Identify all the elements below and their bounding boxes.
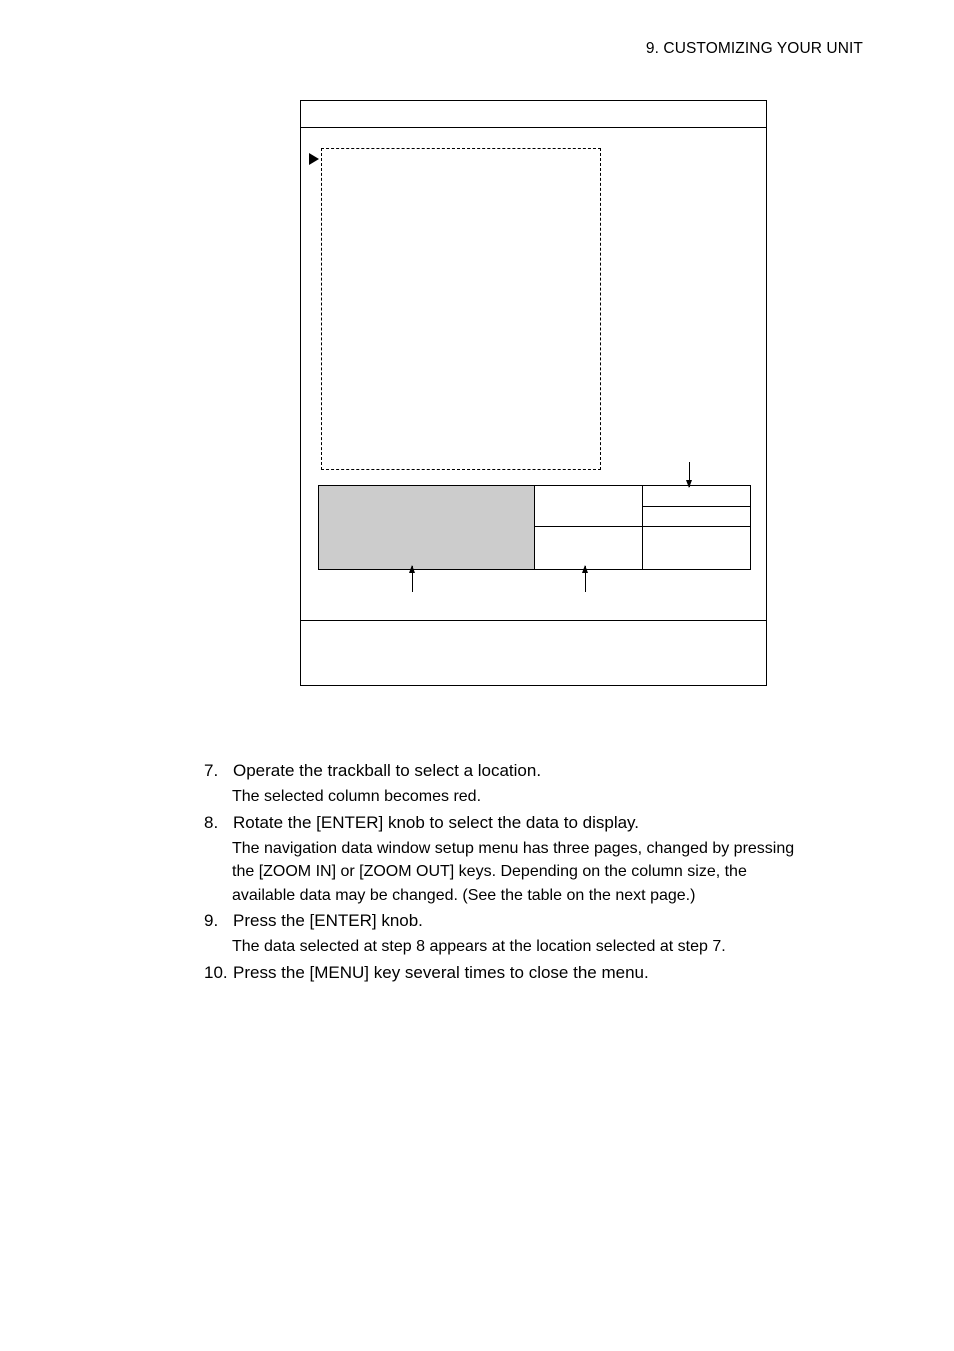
step-text: Operate the trackball to select a location. [233,761,542,780]
data-column-right-row-1[interactable] [643,486,750,507]
step-10 [204,962,864,984]
step-number: 9. [204,911,219,930]
step-number: 7. [204,761,219,780]
data-column-selected[interactable] [319,486,535,569]
step-8-note-line: the [ZOOM IN] or [ZOOM OUT] keys. Depending on the column size, the [232,863,747,880]
callout-arrow-middle-column [585,566,586,592]
cursor-triangle-icon [309,153,319,165]
step-text: Rotate the [ENTER] knob to select the data to display. [233,812,640,832]
data-column-right-row-3[interactable] [643,527,750,569]
step-7-note: The selected column becomes red. [232,788,482,805]
procedure-steps [204,760,864,984]
running-header: 9. CUSTOMIZING YOUR UNIT [645,40,863,57]
callout-arrow-left-column [412,566,413,592]
step-8 [204,812,864,834]
step-8-note-line: available data may be changed. (See the table on the next page.) [232,886,696,904]
step-text: Press the [ENTER] knob. [233,911,423,930]
step-9 [204,910,864,932]
step-8-note [204,837,864,908]
step-9-note: The data selected at step 8 appears at the location selected at step 7. [232,938,726,955]
menu-items-area [321,148,601,470]
navigation-data-window [318,485,751,570]
step-number: 10. [204,962,228,982]
step-8-note-line: The navigation data window setup menu has three pages, changed by pressing [232,839,795,857]
menu-guidance-area [301,620,766,686]
data-column-right-row-2[interactable] [643,507,750,527]
menu-title-bar [301,101,766,128]
step-number: 8. [204,812,219,832]
step-text: Press the [MENU] key several times to close the menu. [233,962,649,982]
menu-screen-illustration [300,100,767,686]
step-7 [204,760,864,782]
data-column-middle-upper[interactable] [535,486,643,527]
data-column-middle-lower[interactable] [535,527,643,569]
callout-arrow-right-column [689,462,690,487]
